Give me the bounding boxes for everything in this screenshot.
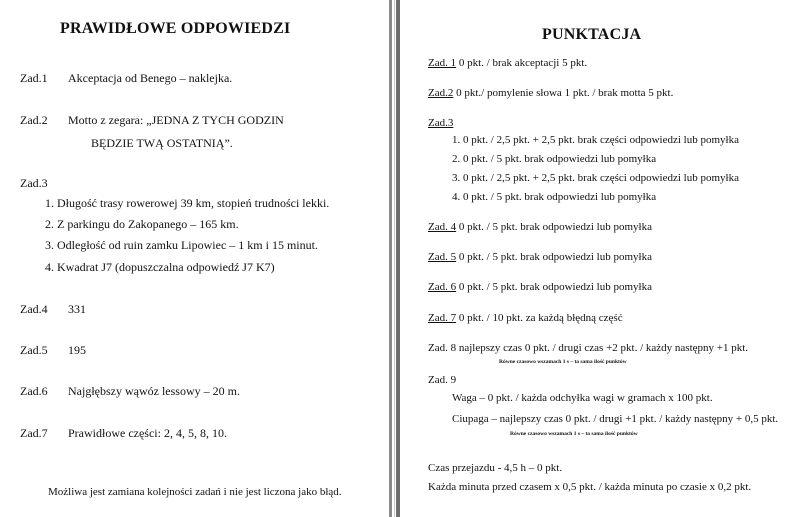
task3-item: 3. Odległość od ruin zamku Lipowiec – 1 km i 15 minut.: [45, 238, 318, 252]
score-task5-label: Zad. 5: [428, 251, 457, 263]
score-task5-text: 0 pkt. / 5 pkt. brak odpowiedzi lub pomyłka: [456, 251, 652, 263]
score-task9-ciupaga: Ciupaga – najlepszy czas 0 pkt. / drugi +1 pkt. / każdy następny + 0,5 pkt.: [452, 413, 779, 425]
task4-answer: 331: [68, 302, 86, 316]
score-task6: [428, 280, 652, 294]
score-task3-label: Zad.3: [428, 117, 454, 129]
score-task7-text: 0 pkt. / 10 pkt. za każdą błędną część: [456, 312, 623, 324]
score-task8-note: Równe czasowo wszamach 1 s – ta sama ilość punktów: [499, 359, 627, 365]
task3-item: 4. Kwadrat J7 (dopuszczalna odpowiedź J7 K7): [45, 260, 275, 274]
score-task9-waga: Waga – 0 pkt. / każda odchyłka wagi w gramach x 100 pkt.: [452, 392, 713, 404]
answers-page: [0, 0, 388, 517]
score-task4-text: 0 pkt. / 5 pkt. brak odpowiedzi lub pomyłka: [456, 221, 652, 233]
task6-label: Zad.6: [20, 384, 48, 398]
score-task2-text: 0 pkt./ pomylenie słowa 1 pkt. / brak motta 5 pkt.: [453, 87, 674, 99]
score-task4: [428, 220, 652, 234]
scoring-title: PUNKTACJA: [542, 26, 642, 43]
score-task3-item: 2. 0 pkt. / 5 pkt. brak odpowiedzi lub pomyłka: [452, 153, 657, 165]
score-task2: [428, 86, 673, 100]
task2-answer-line1: Motto z zegara: „JEDNA Z TYCH GODZIN: [68, 113, 284, 127]
task2-label: Zad.2: [20, 113, 48, 127]
task3-item: 1. Długość trasy rowerowej 39 km, stopień trudności lekki.: [45, 196, 330, 210]
answers-title: PRAWIDŁOWE ODPOWIEDZI: [60, 20, 291, 37]
score-task5: [428, 250, 652, 264]
score-task9-note: Równe czasowo wszamach 1 s – ta sama ilość punktów: [510, 431, 638, 437]
score-task8: Zad. 8 najlepszy czas 0 pkt. / drugi czas +2 pkt. / każdy następny +1 pkt.: [428, 342, 749, 354]
score-task7: [428, 311, 623, 325]
minute-penalty: Każda minuta przed czasem x 0,5 pkt. / każda minuta po czasie x 0,2 pkt.: [428, 481, 752, 493]
score-task6-label: Zad. 6: [428, 281, 457, 293]
task5-answer: 195: [68, 343, 86, 357]
task1-answer: Akceptacja od Benego – naklejka.: [68, 71, 233, 85]
score-task2-label: Zad.2: [428, 87, 454, 99]
score-task3-item: 3. 0 pkt. / 2,5 pkt. + 2,5 pkt. brak części odpowiedzi lub pomyłka: [452, 172, 739, 184]
task7-answer: Prawidłowe części: 2, 4, 5, 8, 10.: [68, 426, 227, 440]
task1-label: Zad.1: [20, 71, 48, 85]
score-task3-item: 1. 0 pkt. / 2,5 pkt. + 2,5 pkt. brak części odpowiedzi lub pomyłka: [452, 134, 739, 146]
task6-answer: Najgłębszy wąwóz lessowy – 20 m.: [68, 384, 240, 398]
task2-answer-line2: BĘDZIE TWĄ OSTATNIĄ”.: [91, 136, 233, 150]
score-task6-text: 0 pkt. / 5 pkt. brak odpowiedzi lub pomyłka: [456, 281, 652, 293]
task7-label: Zad.7: [20, 426, 48, 440]
score-task9-label: Zad. 9: [428, 374, 457, 386]
task3-item: 2. Z parkingu do Zakopanego – 165 km.: [45, 217, 239, 231]
task5-label: Zad.5: [20, 343, 48, 357]
page-divider: [388, 0, 403, 517]
task3-label: Zad.3: [20, 176, 48, 190]
score-task3-item: 4. 0 pkt. / 5 pkt. brak odpowiedzi lub pomyłka: [452, 191, 657, 203]
score-task1-text: 0 pkt. / brak akceptacji 5 pkt.: [456, 57, 588, 69]
scoring-page: [403, 0, 800, 517]
travel-time: Czas przejazdu - 4,5 h – 0 pkt.: [428, 462, 563, 474]
score-task1: [428, 56, 587, 70]
order-note: Możliwa jest zamiana kolejności zadań i nie jest liczona jako błąd.: [48, 486, 342, 498]
score-task7-label: Zad. 7: [428, 312, 457, 324]
task4-label: Zad.4: [20, 302, 48, 316]
score-task4-label: Zad. 4: [428, 221, 457, 233]
score-task1-label: Zad. 1: [428, 57, 457, 69]
